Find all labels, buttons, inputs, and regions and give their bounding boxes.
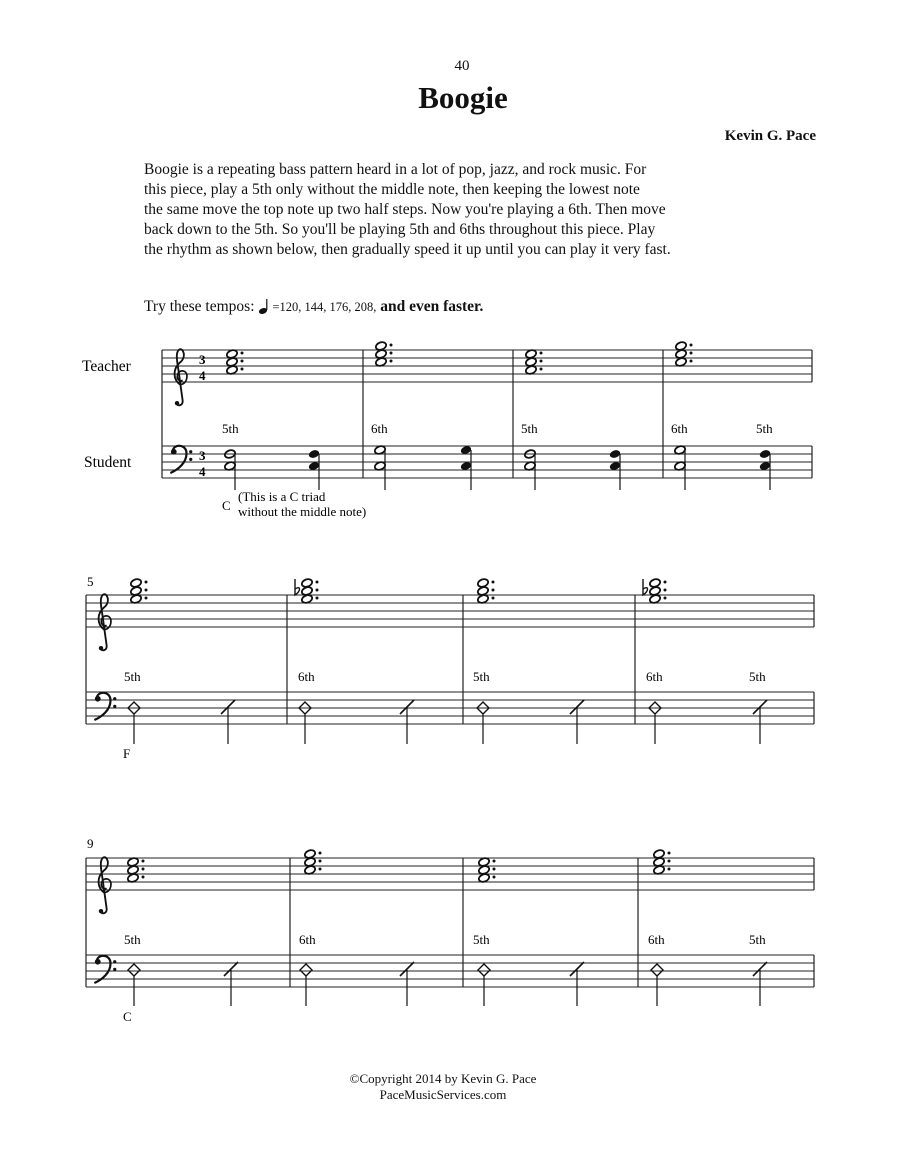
interval-label: 5th: [749, 669, 766, 684]
bass-staff: [86, 692, 814, 724]
tempo-values: =120, 144, 176, 208,: [272, 300, 377, 314]
interval-label: 5th: [521, 421, 538, 436]
augmentation-dot: [145, 581, 148, 584]
student-quarter-note: [221, 700, 235, 744]
treble-chord: [226, 349, 244, 375]
page-title: Boogie: [418, 80, 508, 115]
annotation-line: (This is a C triad: [238, 489, 326, 504]
time-signature-numerator: 3: [199, 448, 206, 463]
augmentation-dot: [492, 581, 495, 584]
measure-number: 9: [87, 836, 94, 851]
augmentation-dot: [664, 597, 667, 600]
intro-line: the same move the top note up two half steps. Now you're playing a 6th. Then move: [144, 201, 666, 218]
tempo-emphasis: and even faster.: [380, 298, 484, 315]
augmentation-dot: [668, 868, 671, 871]
augmentation-dot: [142, 860, 145, 863]
student-quarter-note: [759, 449, 771, 490]
augmentation-dot: [492, 589, 495, 592]
interval-label: 6th: [646, 669, 663, 684]
treble-chord: [477, 578, 495, 604]
interval-label: 6th: [371, 421, 388, 436]
interval-label: 6th: [671, 421, 688, 436]
treble-chord: [304, 849, 322, 875]
augmentation-dot: [145, 589, 148, 592]
interval-label: 5th: [124, 932, 141, 947]
interval-label: 6th: [298, 669, 315, 684]
augmentation-dot: [145, 597, 148, 600]
interval-label: 5th: [749, 932, 766, 947]
augmentation-dot: [390, 344, 393, 347]
interval-label: 5th: [473, 669, 490, 684]
treble-chord: [653, 849, 671, 875]
augmentation-dot: [319, 852, 322, 855]
augmentation-dot: [493, 860, 496, 863]
treble-chord: [127, 857, 145, 883]
page-number: 40: [454, 58, 470, 74]
notehead: [609, 449, 621, 459]
treble-chord: [130, 578, 148, 604]
treble-chord: [525, 349, 543, 375]
intro-line: this piece, play a 5th only without the middle note, then keeping the lowest note: [144, 181, 640, 198]
augmentation-dot: [690, 344, 693, 347]
interval-label: 5th: [222, 421, 239, 436]
bass-staff: [86, 955, 814, 987]
augmentation-dot: [241, 352, 244, 355]
chord-name-label: F: [123, 746, 131, 761]
footer: [0, 1071, 886, 1103]
student-quarter-note: [753, 700, 767, 744]
augmentation-dot: [241, 368, 244, 371]
student-quarter-note: [460, 445, 472, 490]
student-half-note: [128, 964, 140, 1006]
treble-chord: [295, 578, 319, 604]
augmentation-dot: [493, 876, 496, 879]
student-half-note: [374, 445, 386, 490]
augmentation-dot: [540, 352, 543, 355]
flat-sign: [295, 579, 300, 595]
intro-line: back down to the 5th. So you'll be playing 5th and 6ths throughout this piece. Play: [144, 221, 656, 238]
student-half-note: [478, 964, 490, 1006]
bass-clef-icon: [170, 446, 192, 473]
notehead: [759, 449, 771, 459]
intro-line: Boogie is a repeating bass pattern heard in a lot of pop, jazz, and rock music. For: [144, 161, 647, 178]
augmentation-dot: [493, 868, 496, 871]
student-quarter-note: [609, 449, 621, 490]
treble-staff: [86, 858, 814, 890]
student-quarter-note: [570, 962, 584, 1006]
website-text: PaceMusicServices.com: [379, 1087, 507, 1102]
bass-staff: [162, 446, 812, 478]
student-staff-label: Student: [84, 454, 132, 471]
copyright-text: ©Copyright 2014 by Kevin G. Pace: [349, 1071, 537, 1086]
student-half-note: [524, 449, 536, 490]
notehead: [478, 964, 490, 976]
augmentation-dot: [690, 352, 693, 355]
augmentation-dot: [690, 360, 693, 363]
chord-name-label: C: [123, 1009, 132, 1024]
notehead: [308, 449, 320, 459]
augmentation-dot: [664, 589, 667, 592]
student-half-note: [224, 449, 236, 490]
augmentation-dot: [492, 597, 495, 600]
annotation-line: without the middle note): [238, 504, 367, 519]
interval-label: 5th: [124, 669, 141, 684]
time-signature-denominator: 4: [199, 464, 206, 479]
augmentation-dot: [241, 360, 244, 363]
augmentation-dot: [316, 589, 319, 592]
student-quarter-note: [224, 962, 238, 1006]
augmentation-dot: [668, 860, 671, 863]
student-quarter-note: [400, 700, 414, 744]
student-quarter-note: [400, 962, 414, 1006]
interval-label: 5th: [756, 421, 773, 436]
treble-chord: [478, 857, 496, 883]
treble-chord: [675, 341, 693, 367]
measure-number: 5: [87, 574, 94, 589]
intro-line: the rhythm as shown below, then gradually speed it up until you can play it very fast.: [144, 241, 671, 258]
student-half-note: [674, 445, 686, 490]
time-signature-denominator: 4: [199, 368, 206, 383]
augmentation-dot: [540, 368, 543, 371]
augmentation-dot: [390, 360, 393, 363]
treble-staff: [162, 350, 812, 382]
augmentation-dot: [668, 852, 671, 855]
augmentation-dot: [540, 360, 543, 363]
flat-sign: [643, 579, 648, 595]
student-half-note: [300, 964, 312, 1006]
student-quarter-note: [570, 700, 584, 744]
student-half-note: [651, 964, 663, 1006]
student-quarter-note: [753, 962, 767, 1006]
notehead: [651, 964, 663, 976]
chord-name-label: C: [222, 498, 231, 513]
notehead: [128, 964, 140, 976]
composer-name: Kevin G. Pace: [724, 128, 816, 144]
tempo-label: Try these tempos:: [144, 298, 255, 315]
augmentation-dot: [664, 581, 667, 584]
augmentation-dot: [319, 868, 322, 871]
treble-staff: [86, 595, 814, 627]
time-signature-numerator: 3: [199, 352, 206, 367]
treble-chord: [643, 578, 667, 604]
augmentation-dot: [319, 860, 322, 863]
augmentation-dot: [390, 352, 393, 355]
interval-label: 6th: [299, 932, 316, 947]
treble-chord: [375, 341, 393, 367]
student-quarter-note: [308, 449, 320, 490]
augmentation-dot: [142, 868, 145, 871]
interval-label: 6th: [648, 932, 665, 947]
augmentation-dot: [316, 581, 319, 584]
augmentation-dot: [142, 876, 145, 879]
teacher-staff-label: Teacher: [82, 358, 131, 375]
notehead: [300, 964, 312, 976]
augmentation-dot: [316, 597, 319, 600]
interval-label: 5th: [473, 932, 490, 947]
